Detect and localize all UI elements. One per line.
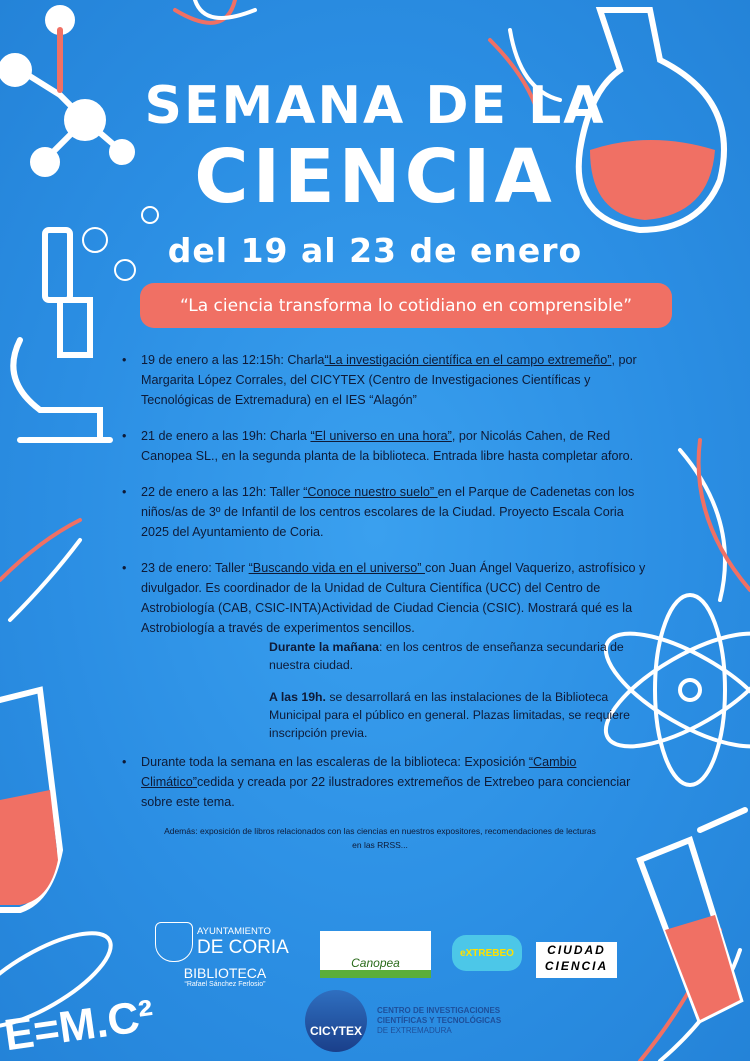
event-item	[120, 350, 650, 410]
extrebeo-label: eXTREBEO	[460, 947, 514, 959]
title-line-1: SEMANA DE LA	[144, 76, 606, 136]
cicytex-logo	[305, 990, 501, 1052]
content-column	[120, 350, 650, 852]
cicytex-line-2: CIENTÍFICAS Y TECNOLÓGICAS	[377, 1016, 502, 1025]
event-list	[120, 350, 650, 812]
event-text: 21 de enero a las 19h: Charla	[141, 429, 311, 443]
extrebeo-logo	[452, 935, 522, 971]
event-title-link[interactable]: “La investigación científica en el campo extremeño”	[324, 353, 612, 367]
evening-label: A las 19h.	[269, 690, 326, 704]
morning-label: Durante la mañana	[269, 640, 380, 654]
event-subdetails	[269, 638, 650, 742]
evening-detail	[269, 688, 650, 742]
coria-line-2: DE CORIA	[197, 936, 289, 958]
cicytex-label: CICYTEX	[309, 1024, 362, 1038]
evening-text: se desarrollará en las instalaciones de la Biblioteca Municipal para el público en general. Plazas limitadas, se requiere inscripción previa.	[269, 690, 630, 740]
event-text: , por Margarita López Corrales, del CICYTEX (Centro de Investigaciones Científicas y Tecnológicas de Extremadura) en el IES “Alagón”	[141, 353, 637, 407]
date-subtitle: del 19 al 23 de enero	[167, 231, 583, 270]
morning-detail	[269, 638, 650, 674]
event-title-link[interactable]: “Conoce nuestro suelo”	[303, 485, 438, 499]
event-text: , por Nicolás Cahen, de Red Canopea SL., en la segunda planta de la biblioteca. Entrada libre hasta completar aforo.	[141, 429, 634, 463]
title-line-2: CIENCIA	[194, 134, 556, 220]
biblioteca-subtitle: “Rafael Sánchez Ferlosio”	[184, 981, 266, 988]
additional-note: Además: exposición de libros relacionados con las ciencias en nuestros expositores, recomendaciones de lecturas en las RRSS...	[164, 826, 596, 850]
coat-of-arms-icon	[155, 922, 193, 962]
event-text: 23 de enero: Taller	[141, 561, 249, 575]
event-item	[120, 482, 650, 542]
event-text: Durante toda la semana en las escaleras de la biblioteca: Exposición	[141, 755, 529, 769]
canopea-logo	[320, 931, 431, 978]
event-title-link[interactable]: “Cambio Climático”	[141, 755, 577, 789]
event-text: con Juan Ángel Vaquerizo, astrofísico y divulgador. Es coordinador de la Unidad de Cultura Científica (UCC) del Centro de Astrobiología (CAB, CSIC-INTA)Actividad de Ciudad Ciencia (CSIC). Mostrará qué es la Astrobiología a través de experimentos sencillos.	[141, 561, 646, 635]
coria-line-1: AYUNTAMIENTO	[197, 925, 271, 937]
formula-text: E=M.C²	[1, 990, 157, 1061]
cicytex-line-3: DE EXTREMADURA	[377, 1026, 452, 1035]
canopea-label: Canopea	[351, 956, 400, 970]
event-title-link[interactable]: “El universo en una hora”	[310, 429, 452, 443]
biblioteca-label: BIBLIOTECA	[183, 965, 267, 981]
event-text: en el Parque de Cadenetas con los niños/as de 3º de Infantil de los centros escolares de la Ciudad. Proyecto Escala Coria 2025 del Ayuntamiento de Coria.	[141, 485, 635, 539]
ciudad-ciencia-logo	[536, 942, 617, 978]
ciencia-label: CIENCIA	[544, 959, 609, 973]
event-text: cedida y creada por 22 ilustradores extremeños de Extrebeo para concienciar sobre este tema.	[141, 775, 631, 809]
ciudad-label: CIUDAD	[547, 943, 606, 957]
event-item	[120, 558, 650, 742]
cicytex-circle	[305, 990, 367, 1052]
morning-text: : en los centros de enseñanza secundaria de nuestra ciudad.	[269, 640, 624, 672]
event-title-link[interactable]: “Buscando vida en el universo”	[248, 561, 426, 575]
cicytex-line-1: CENTRO DE INVESTIGACIONES	[377, 1006, 501, 1015]
coria-logo	[155, 922, 295, 988]
slogan-banner: “La ciencia transforma lo cotidiano en comprensible”	[140, 283, 672, 328]
event-item	[120, 752, 650, 812]
event-text: 22 de enero a las 12h: Taller	[141, 485, 304, 499]
event-item	[120, 426, 650, 466]
event-text: 19 de enero a las 12:15h: Charla	[141, 353, 325, 367]
